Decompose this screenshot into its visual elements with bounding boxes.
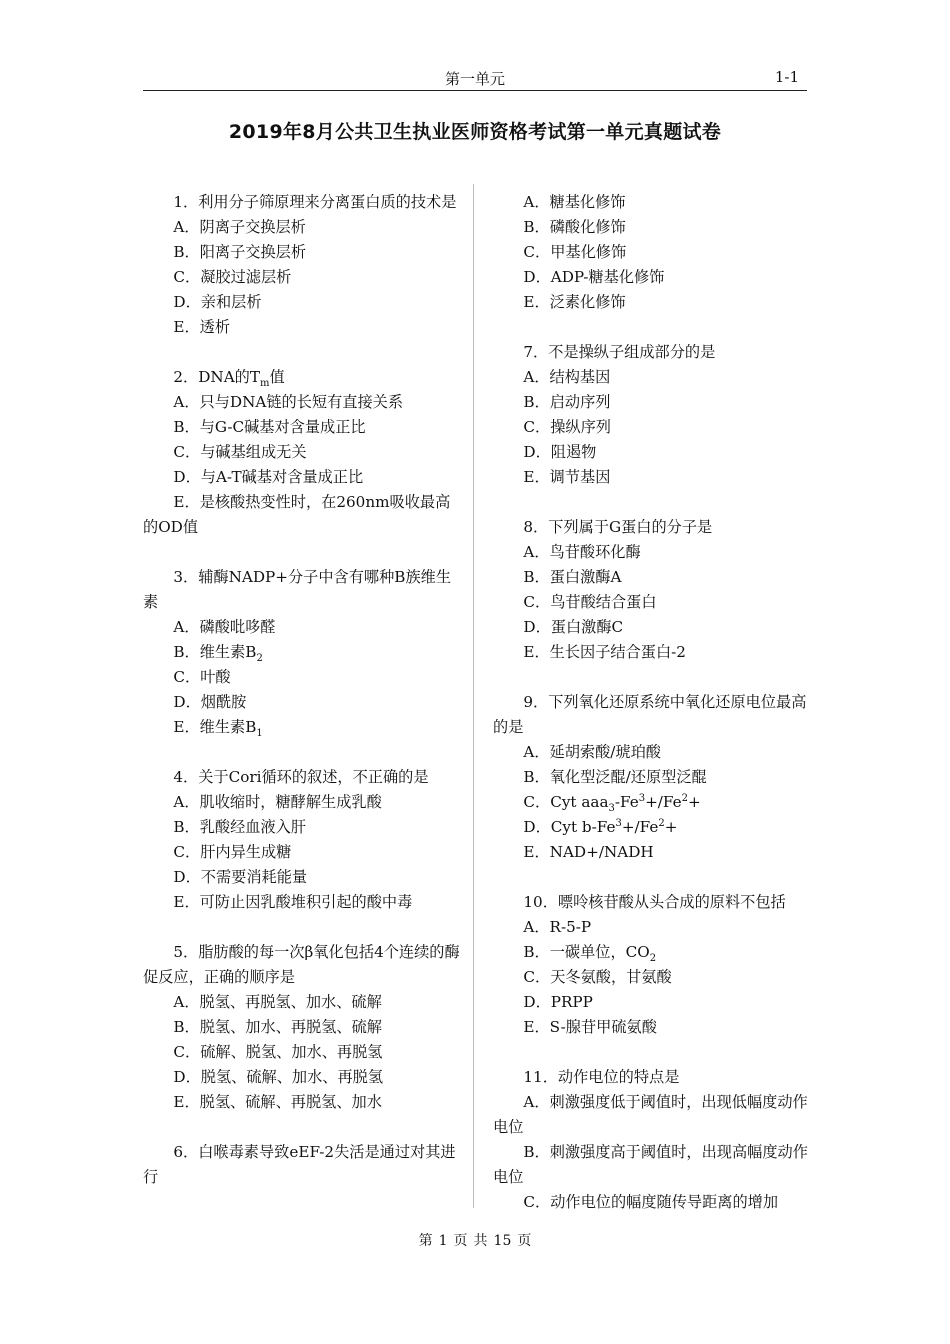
question-11 <box>493 1065 815 1215</box>
option-superscript: 2 <box>681 792 688 804</box>
option-b <box>493 940 815 965</box>
option-text: C．Cyt aaa <box>523 793 609 811</box>
option-superscript: 2 <box>658 817 665 829</box>
question-stem: 4．关于Cori循环的叙述，不正确的是 <box>173 768 429 786</box>
option-d: D．阻遏物 <box>523 443 597 461</box>
option-d: D．亲和层析 <box>173 293 262 311</box>
option-b <box>143 640 465 665</box>
option-e: E．调节基因 <box>523 468 611 486</box>
option-text: + <box>664 818 678 836</box>
question-stem: 1．利用分子筛原理来分离蛋白质的技术是 <box>173 193 457 211</box>
left-column <box>143 190 465 1215</box>
option-text: B．维生素B <box>173 643 257 661</box>
option-e: E．透析 <box>173 318 231 336</box>
option-text: -Fe <box>614 793 639 811</box>
option-c: C．鸟苷酸结合蛋白 <box>523 593 657 611</box>
option-superscript: 3 <box>615 817 622 829</box>
option-subscript: 2 <box>256 653 263 665</box>
option-a: A．R-5-P <box>523 918 592 936</box>
option-text: +/Fe <box>645 793 682 811</box>
option-d: D．不需要消耗能量 <box>173 868 308 886</box>
question-stem: 6．白喉毒素导致eEF-2失活是通过对其进行 <box>143 1143 456 1186</box>
question-stem: 7．不是操纵子组成部分的是 <box>523 343 716 361</box>
footer-total-pages: 15 <box>493 1233 512 1249</box>
option-d: D．蛋白激酶C <box>523 618 624 636</box>
option-c: C．凝胶过滤层析 <box>173 268 292 286</box>
question-stem <box>143 365 465 390</box>
option-d: D．与A-T碱基对含量成正比 <box>173 468 364 486</box>
option-c <box>493 790 815 815</box>
question-10 <box>493 890 815 1040</box>
option-c: C．动作电位的幅度随传导距离的增加 <box>523 1193 779 1211</box>
question-7 <box>493 340 815 490</box>
option-c: C．硫解、脱氢、加水、再脱氢 <box>173 1043 383 1061</box>
option-b: B．蛋白激酶A <box>523 568 622 586</box>
option-superscript: 3 <box>638 792 646 804</box>
option-subscript: 1 <box>256 728 263 740</box>
option-a: A．结构基因 <box>523 368 611 386</box>
question-9 <box>493 690 815 865</box>
option-e: E．S-腺苷甲硫氨酸 <box>523 1018 657 1036</box>
option-a: A．只与DNA链的长短有直接关系 <box>173 393 404 411</box>
question-stem: 5．脂肪酸的每一次β氧化包括4个连续的酶促反应，正确的顺序是 <box>143 943 460 986</box>
question-stem: 3．辅酶NADP+分子中含有哪种B族维生素 <box>143 568 452 611</box>
option-d: D．脱氢、硫解、加水、再脱氢 <box>173 1068 384 1086</box>
option-subscript: 3 <box>608 803 615 815</box>
page-header <box>143 68 807 91</box>
option-e: E．脱氢、硫解、再脱氢、加水 <box>173 1093 382 1111</box>
option-e: E．NAD+/NADH <box>523 843 654 861</box>
stem-text-end: 值 <box>269 368 285 386</box>
stem-subscript: m <box>260 378 270 390</box>
option-a: A．磷酸吡哆醛 <box>173 618 276 636</box>
option-c: C．甲基化修饰 <box>523 243 627 261</box>
question-6 <box>143 1140 465 1190</box>
option-e: E．是核酸热变性时，在260nm吸收最高的OD值 <box>143 493 451 536</box>
option-c: C．操纵序列 <box>523 418 611 436</box>
option-e: E．可防止因乳酸堆积引起的酸中毒 <box>173 893 413 911</box>
footer-prefix: 第 <box>418 1233 433 1249</box>
option-text: D．Cyt b-Fe <box>523 818 616 836</box>
option-a: A．阴离子交换层析 <box>173 218 306 236</box>
question-5 <box>143 940 465 1115</box>
option-a: A．延胡索酸/琥珀酸 <box>523 743 661 761</box>
header-page-code: 1-1 <box>774 68 799 86</box>
option-text: +/Fe <box>621 818 659 836</box>
option-e <box>143 715 465 740</box>
option-b: B．磷酸化修饰 <box>523 218 626 236</box>
footer-suffix: 页 <box>517 1233 532 1249</box>
option-d: D．烟酰胺 <box>173 693 247 711</box>
option-e: E．泛素化修饰 <box>523 293 626 311</box>
option-subscript: 2 <box>649 953 657 965</box>
footer-mid: 页 <box>453 1233 468 1249</box>
option-c: C．叶酸 <box>173 668 231 686</box>
header-unit: 第一单元 <box>444 70 505 88</box>
option-text: B．一碳单位，CO <box>523 943 650 961</box>
question-stem: 10．嘌呤核苷酸从头合成的原料不包括 <box>523 893 786 911</box>
option-text: + <box>688 793 701 811</box>
option-b: B．阳离子交换层析 <box>173 243 307 261</box>
option-a: A．脱氢、再脱氢、加水、硫解 <box>173 993 382 1011</box>
option-a: A．鸟苷酸环化酶 <box>523 543 641 561</box>
option-b: B．氧化型泛醌/还原型泛醌 <box>523 768 707 786</box>
option-b: B．乳酸经血液入肝 <box>173 818 307 836</box>
option-c: C．肝内异生成糖 <box>173 843 292 861</box>
option-text: E．维生素B <box>173 718 257 736</box>
question-6-options <box>493 190 815 315</box>
option-d <box>493 815 815 840</box>
option-e: E．生长因子结合蛋白-2 <box>523 643 686 661</box>
option-a: A．肌收缩时，糖酵解生成乳酸 <box>173 793 382 811</box>
question-4 <box>143 765 465 915</box>
option-b: B．脱氢、加水、再脱氢、硫解 <box>173 1018 382 1036</box>
option-d: D．ADP-糖基化修饰 <box>523 268 665 286</box>
option-a: A．刺激强度低于阈值时，出现低幅度动作电位 <box>493 1093 808 1136</box>
option-d: D．PRPP <box>523 993 593 1011</box>
stem-text: 2．DNA的T <box>173 368 260 386</box>
question-2 <box>143 365 465 540</box>
exam-title: 2019年8月公共卫生执业医师资格考试第一单元真题试卷 <box>228 121 722 143</box>
option-c: C．与碱基组成无关 <box>173 443 307 461</box>
question-stem: 11．动作电位的特点是 <box>523 1068 680 1086</box>
right-column <box>493 190 815 1240</box>
option-a: A．糖基化修饰 <box>523 193 626 211</box>
option-b: B．刺激强度高于阈值时，出现高幅度动作电位 <box>493 1143 808 1186</box>
question-3 <box>143 565 465 740</box>
question-8 <box>493 515 815 665</box>
option-b: B．与G-C碱基对含量成正比 <box>173 418 366 436</box>
column-divider <box>473 184 474 1208</box>
page-footer <box>0 1230 950 1250</box>
question-stem: 8．下列属于G蛋白的分子是 <box>523 518 713 536</box>
option-b: B．启动序列 <box>523 393 611 411</box>
footer-current-page: 1 <box>438 1233 448 1249</box>
footer-total-prefix: 共 <box>473 1233 488 1249</box>
option-c: C．天冬氨酸，甘氨酸 <box>523 968 672 986</box>
question-stem: 9．下列氧化还原系统中氧化还原电位最高的是 <box>493 693 807 736</box>
question-1 <box>143 190 465 340</box>
